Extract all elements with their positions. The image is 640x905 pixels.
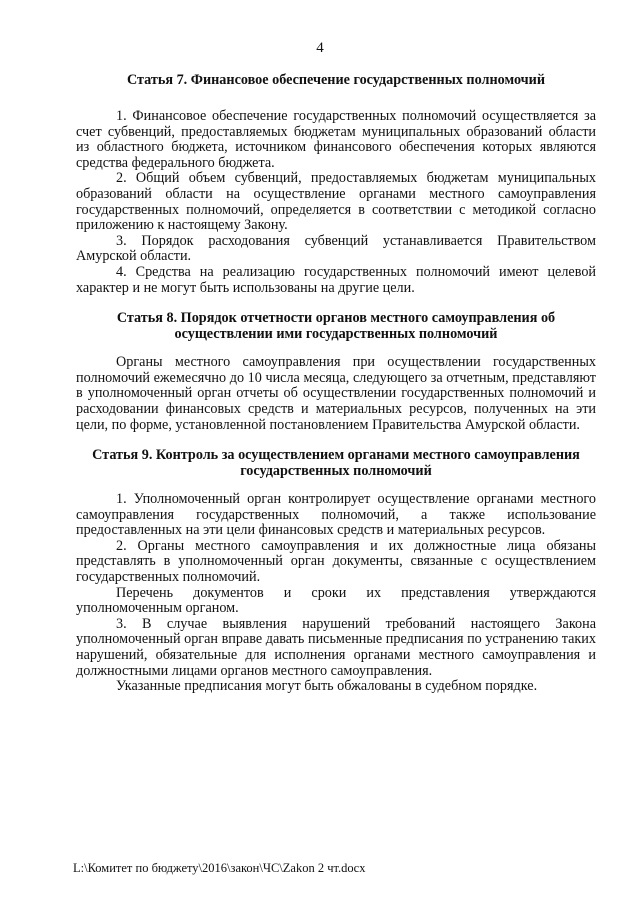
footer-file-path: L:\Комитет по бюджету\2016\закон\ЧС\Zakon 2 чт.docx	[73, 861, 366, 875]
article-8-title: Статья 8. Порядок отчетности органов местного самоуправления об осуществлении ими государственных полномочий	[116, 310, 556, 343]
article-9-paragraph: Перечень документов и сроки их представления утверждаются уполномоченным органом.	[76, 584, 596, 617]
article-9-paragraph: 1. Уполномоченный орган контролирует осуществление органами местного самоуправления государственных полномочий, а также использование предоставленных на эти цели финансовых средств и материальных ресурсов.	[76, 491, 596, 539]
article-9-paragraph: 2. Органы местного самоуправления и их должностные лица обязаны представлять в уполномоченный орган документы, связанные с осуществлением государственных полномочий.	[76, 537, 596, 586]
article-8-paragraph: Органы местного самоуправления при осуществлении государственных полномочий ежемесячно до 10 числа месяца, следующего за отчетным, представляют в уполномоченный орган отчеты об осуществлении государственных полномочий и расходовании финансовых средств и материальных ресурсов, полученных на эти цели, по форме, установленной постановлением Правительства Амурской области.	[76, 354, 596, 433]
article-7-paragraph: 3. Порядок расходования субвенций устанавливается Правительством Амурской области.	[76, 232, 596, 265]
article-7-paragraph: 1. Финансовое обеспечение государственных полномочий осуществляется за счет субвенций, предоставляемых бюджетам муниципальных образований области из областного бюджета, источником финансового обеспечения которых являются средства федерального бюджета.	[76, 108, 596, 171]
article-9-paragraph: 3. В случае выявления нарушений требований настоящего Закона уполномоченный орган вправе давать письменные предписания по устранению таких нарушений, обязательные для исполнения органами местного самоуправления и должностными лицами органов местного самоуправления.	[76, 615, 596, 679]
article-9-paragraph: Указанные предписания могут быть обжалованы в судебном порядке.	[116, 678, 538, 695]
article-7-paragraph: 4. Средства на реализацию государственных полномочий имеют целевой характер и не могут быть использованы на другие цели.	[76, 263, 596, 296]
document-body	[76, 72, 596, 695]
page-number: 4	[316, 40, 324, 56]
article-7-paragraph: 2. Общий объем субвенций, предоставляемых бюджетам муниципальных образований области на осуществление органами местного самоуправления государственных полномочий, определяется в соответствии с методикой согласно приложению к настоящему Закону.	[76, 170, 596, 234]
article-7-title: Статья 7. Финансовое обеспечение государственных полномочий	[126, 72, 546, 88]
article-9-title: Статья 9. Контроль за осуществлением органами местного самоуправления государственных полномочий	[92, 447, 580, 480]
